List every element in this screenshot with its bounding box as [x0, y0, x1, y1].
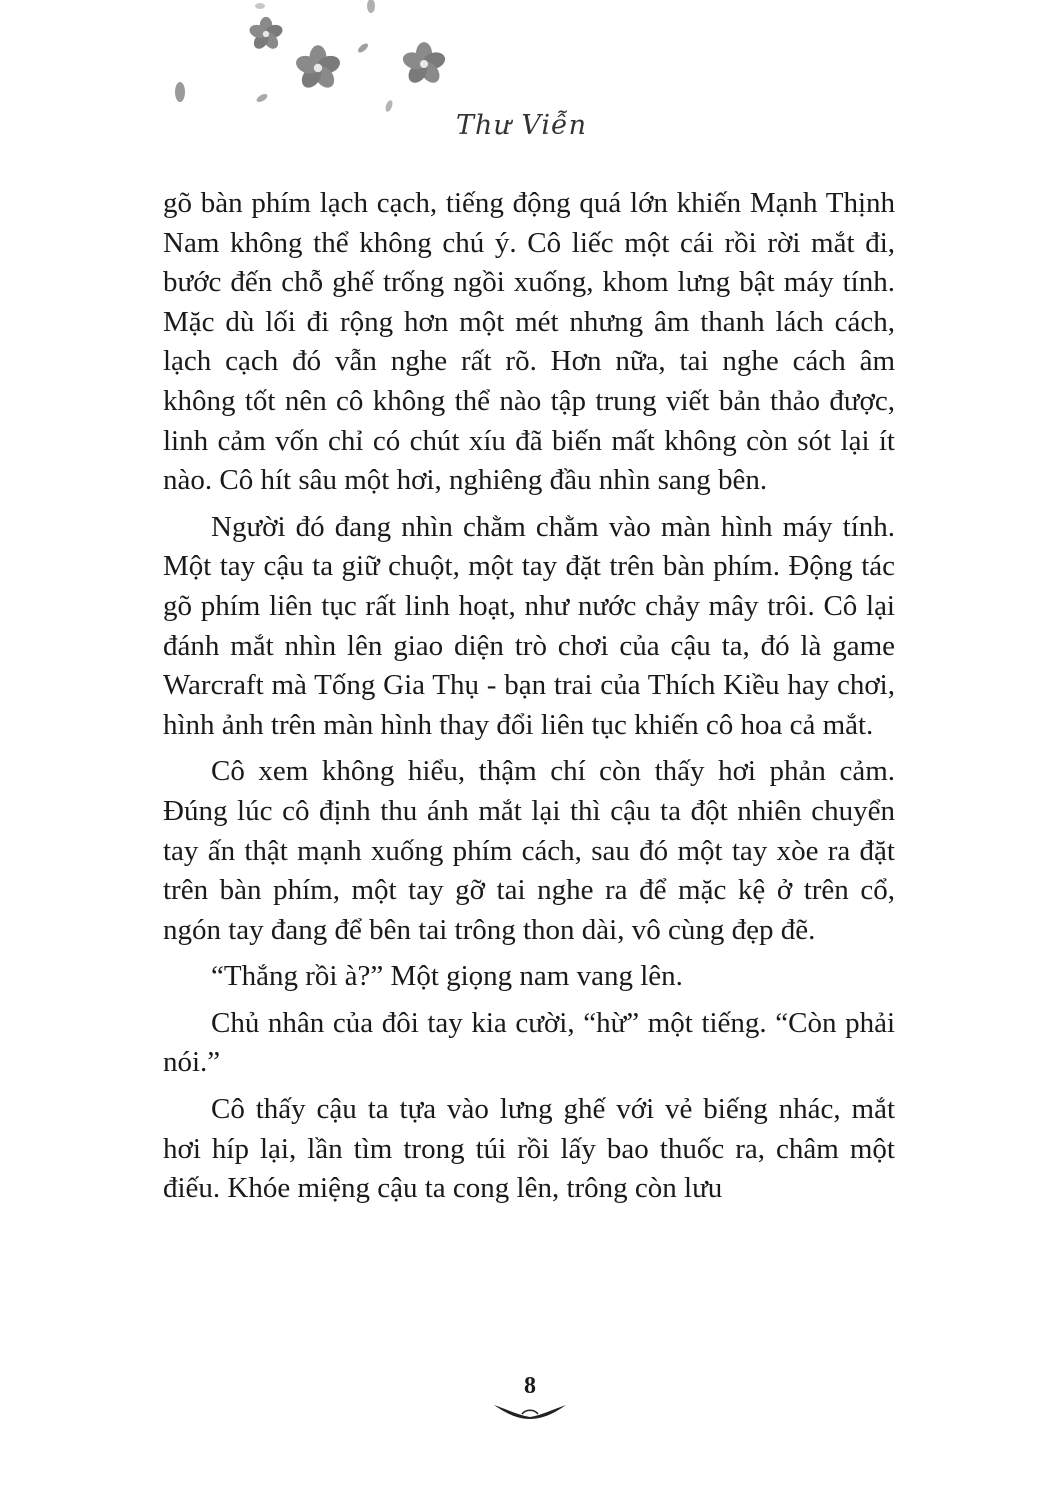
paragraph: Cô thấy cậu ta tựa vào lưng ghế với vẻ biếng nhác, mắt hơi híp lại, lần tìm trong túi rồi lấy bao thuốc ra, châm một điếu. Khóe miệng cậu ta cong lên, trông còn lưu [163, 1093, 895, 1205]
flower-petals-decoration [150, 0, 600, 170]
page-number: 8 [524, 1373, 536, 1399]
chapter-body-text [163, 184, 895, 1216]
page-number-ornament-icon [492, 1399, 568, 1421]
paragraph: “Thắng rồi à?” Một giọng nam vang lên. [211, 960, 683, 993]
paragraph: Cô xem không hiểu, thậm chí còn thấy hơi phản cảm. Đúng lúc cô định thu ánh mắt lại thì cậu ta đột nhiên chuyển tay ấn thật mạnh xuống phím cách, sau đó một tay xòe ra đặt trên bàn phím, một tay gỡ tai nghe ra để mặc kệ ở trên cổ, ngón tay đang để bên tai trông thon dài, vô cùng đẹp đẽ. [163, 755, 895, 946]
book-title-header: Thư Viễn [456, 110, 588, 141]
paragraph: gõ bàn phím lạch cạch, tiếng động quá lớn khiến Mạnh Thịnh Nam không thể không chú ý. Cô liếc một cái rồi rời mắt đi, bước đến chỗ ghế trống ngồi xuống, khom lưng bật máy tính. Mặc dù lối đi rộng hơn một mét nhưng âm thanh lách cách, lạch cạch đó vẫn nghe rất rõ. Hơn nữa, tai nghe cách âm không tốt nên cô không thể nào tập trung viết bản thảo được, linh cảm vốn chỉ có chút xíu đã biến mất không còn sót lại ít nào. Cô hít sâu một hơi, nghiêng đầu nhìn sang bên. [163, 187, 895, 497]
paragraph: Người đó đang nhìn chằm chằm vào màn hình máy tính. Một tay cậu ta giữ chuột, một tay đặt trên bàn phím. Động tác gõ phím liên tục rất linh hoạt, như nước chảy mây trôi. Cô lại đánh mắt nhìn lên giao diện trò chơi của cậu ta, đó là game Warcraft mà Tống Gia Thụ - bạn trai của Thích Kiều hay chơi, hình ảnh trên màn hình thay đổi liên tục khiến cô hoa cả mắt. [163, 510, 895, 741]
paragraph: Chủ nhân của đôi tay kia cười, “hừ” một tiếng. “Còn phải nói.” [163, 1006, 895, 1079]
